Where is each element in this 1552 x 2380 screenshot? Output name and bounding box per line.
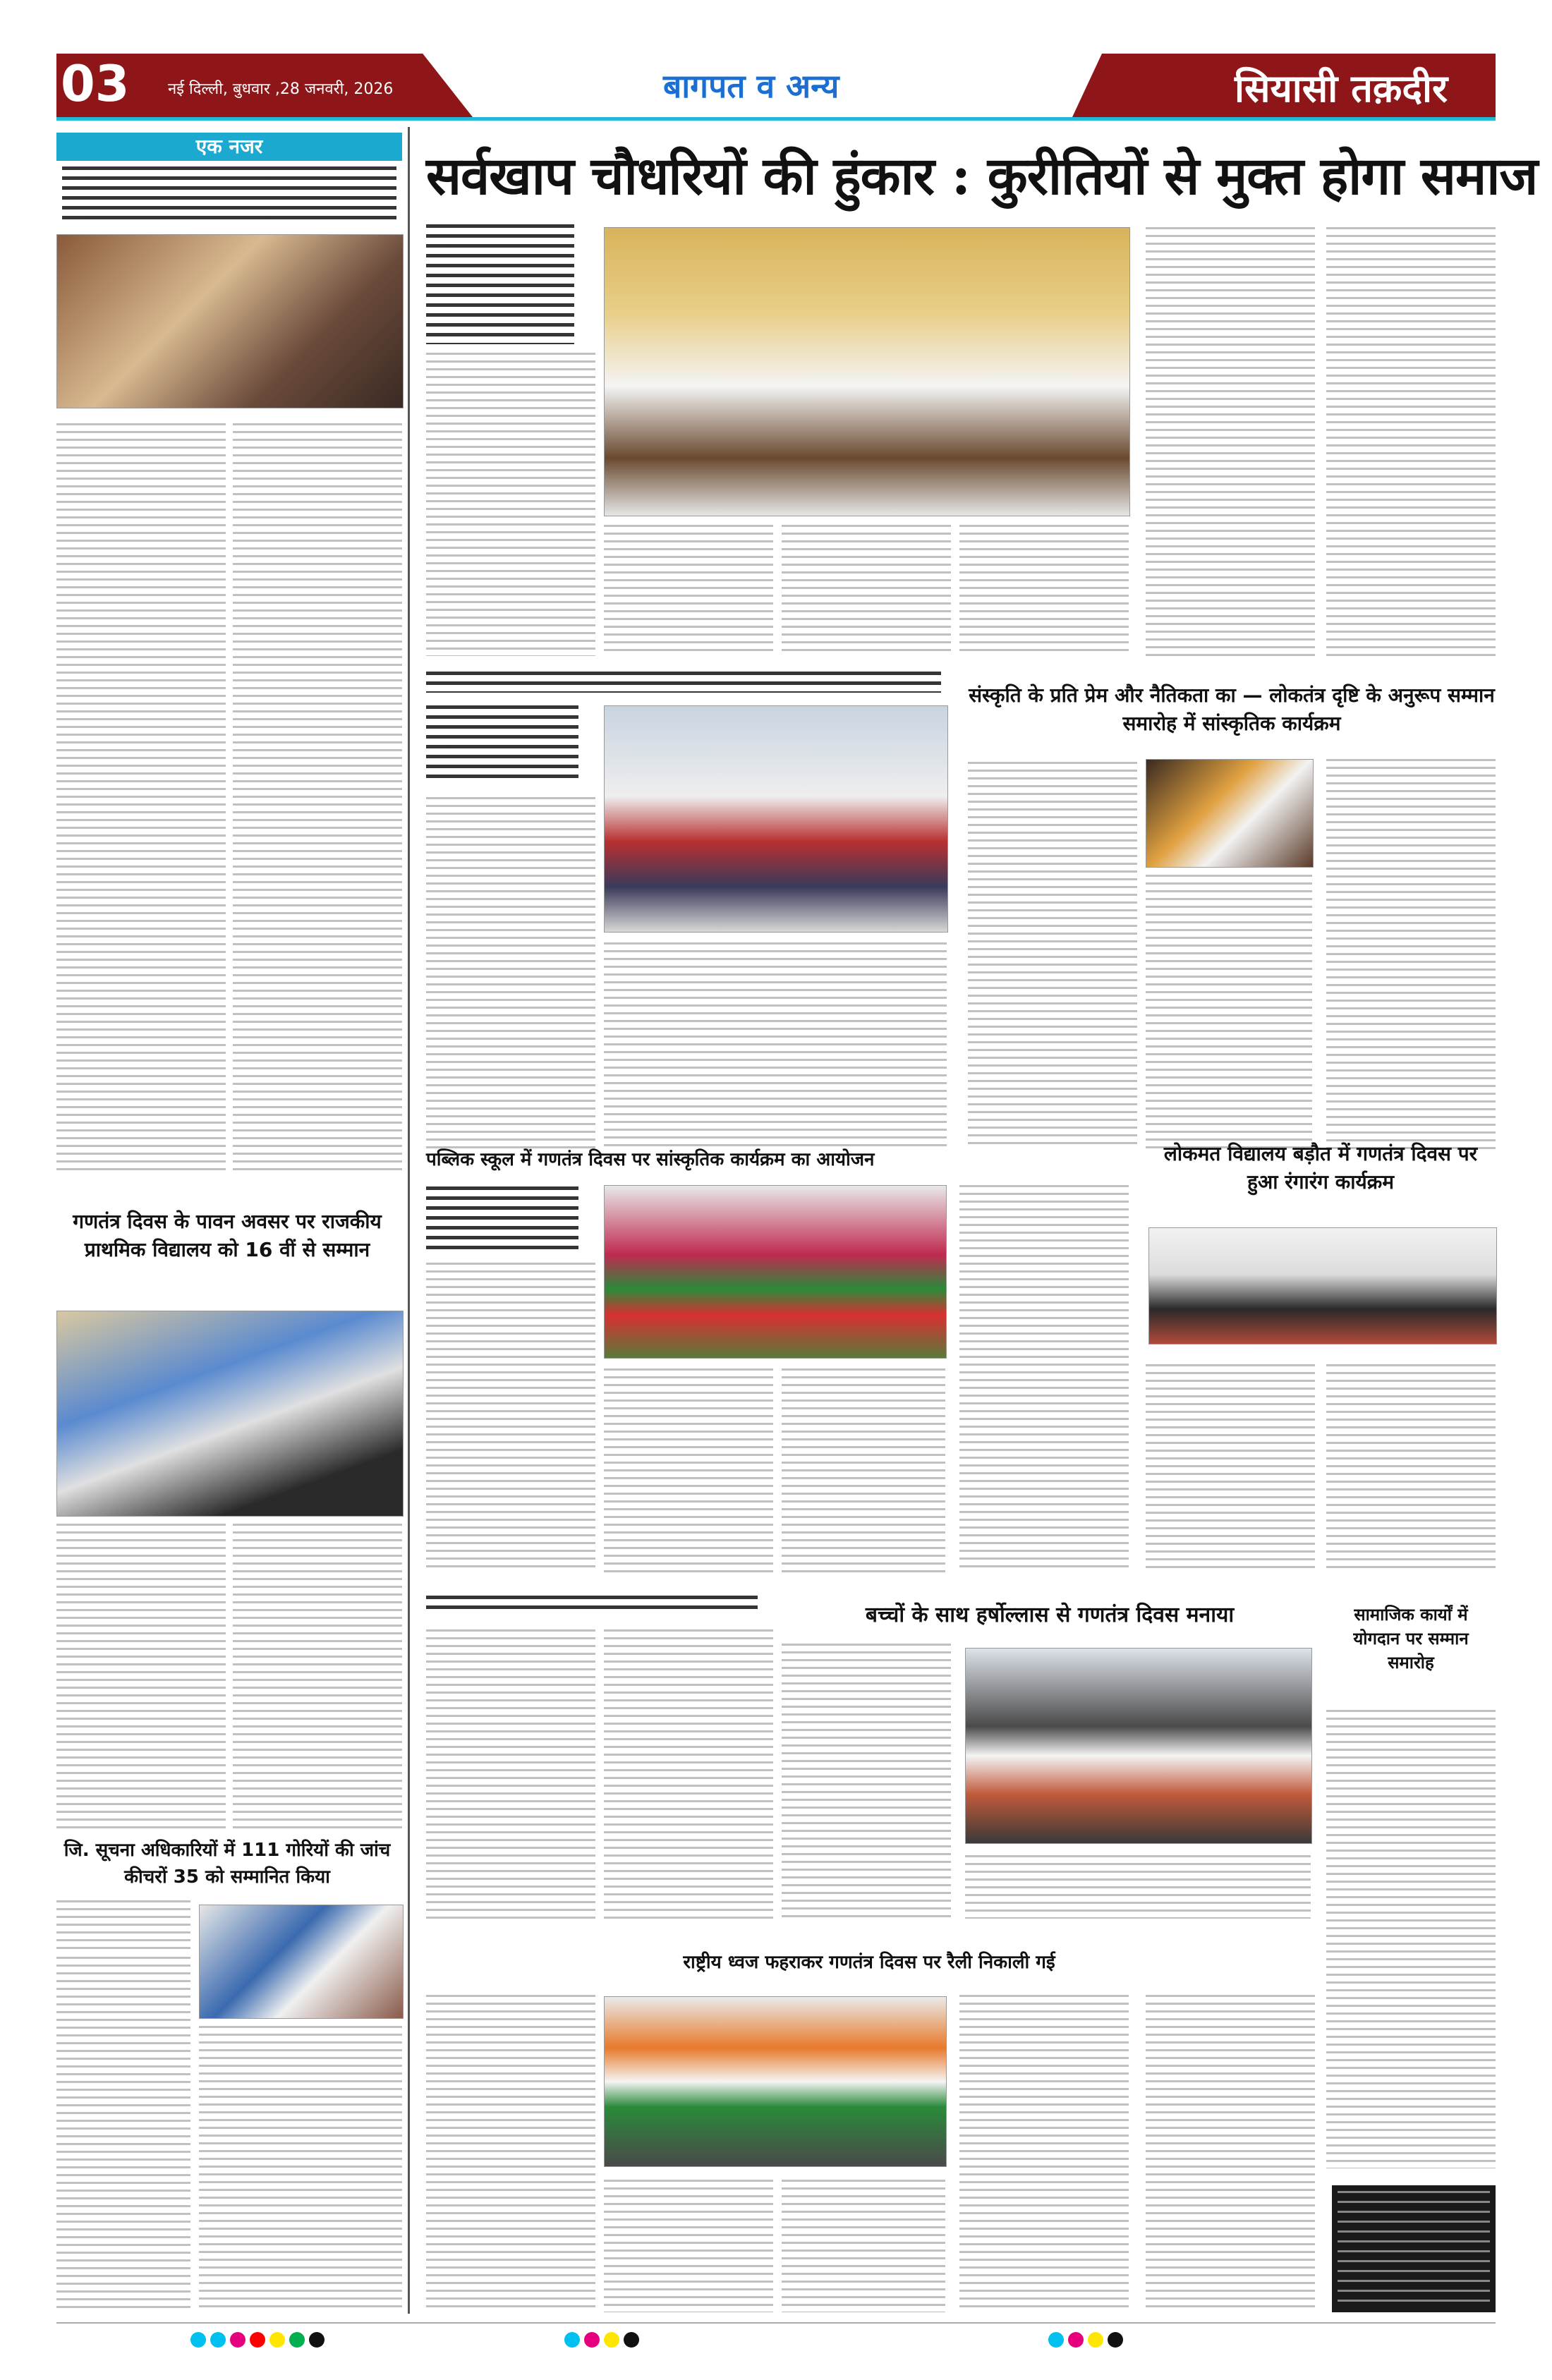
text-column: [1326, 227, 1496, 656]
text-column: [959, 525, 1129, 656]
story-headline: सामाजिक कार्यों में योगदान पर सम्मान समारोह: [1353, 1605, 1469, 1672]
registration-dot: [1068, 2332, 1084, 2348]
lead-headline: सर्वखाप चौधरियों की हुंकार : कुरीतियों से मुक्त होगा समाज: [426, 146, 1538, 207]
story-photo: [604, 705, 948, 933]
story-headline-bars: [426, 672, 941, 693]
text-column: [1326, 1710, 1496, 2168]
text-column: [233, 423, 402, 1171]
text-column: [56, 1957, 190, 2309]
text-column: [426, 1629, 595, 1919]
story-photo: [965, 1648, 1312, 1844]
registration-dot: [604, 2332, 619, 2348]
registration-dot: [230, 2332, 245, 2348]
text-column: [426, 1995, 595, 2312]
registration-dot: [564, 2332, 580, 2348]
story-photo: [604, 1996, 947, 2167]
text-column: [782, 1644, 951, 1919]
text-column: [1146, 227, 1315, 656]
registration-dot: [309, 2332, 325, 2348]
header-rule: [56, 117, 1496, 121]
newspaper-brand: सियासी तक़दीर: [1235, 66, 1448, 111]
story-headline: संस्कृति के प्रति प्रेम और नैतिकता का — लोकतंत्र दृष्टि के अनुरूप सम्मान समारोह में सांस्कृतिक कार्यक्रम: [969, 684, 1495, 735]
text-column: [782, 525, 951, 656]
story-headline-bars: [62, 166, 396, 223]
registration-dot: [1088, 2332, 1103, 2348]
text-column: [604, 2180, 773, 2312]
text-column: [1326, 759, 1496, 1150]
text-column: [56, 1900, 190, 1950]
text-column: [604, 1368, 773, 1573]
story-headline: बच्चों के साथ हर्षोल्लास से गणतंत्र दिवस मनाया: [865, 1603, 1235, 1627]
dateline: नई दिल्ली, बुधवार ,28 जनवरी, 2026: [168, 80, 394, 98]
text-column: [604, 525, 773, 656]
text-column: [56, 423, 226, 1171]
story-subheadline-bars: [426, 1186, 578, 1250]
text-column: [56, 1524, 226, 1834]
story-headline: लोकमत विद्यालय बड़ौत में गणतंत्र दिवस पर हुआ रंगारंग कार्यक्रम: [1163, 1142, 1478, 1194]
registration-dot: [1048, 2332, 1064, 2348]
text-column: [782, 1368, 945, 1573]
story-photo: [199, 1905, 404, 2019]
text-column: [233, 1524, 402, 1834]
page-number: 03: [61, 55, 130, 113]
story-headline: राष्ट्रीय ध्वज फहराकर गणतंत्र दिवस पर रैली निकाली गई: [683, 1952, 1055, 1973]
story-photo: [56, 234, 404, 408]
story-photo: [1148, 1227, 1497, 1344]
story-headline-bars: [426, 1596, 758, 1615]
text-column: [1146, 875, 1312, 1150]
registration-dot: [624, 2332, 639, 2348]
footer-rule: [56, 2322, 1496, 2324]
text-column: [782, 2180, 945, 2312]
text-column: [959, 1185, 1129, 1573]
text-column: [426, 797, 595, 1150]
text-column: [965, 1855, 1311, 1919]
advertisement-text: [1338, 2191, 1490, 2307]
text-column: [604, 1629, 773, 1919]
story-headline: पब्लिक स्कूल में गणतंत्र दिवस पर सांस्कृतिक कार्यक्रम का आयोजन: [426, 1149, 875, 1170]
registration-dot: [289, 2332, 305, 2348]
registration-dot: [210, 2332, 226, 2348]
story-subheadline-bars: [426, 705, 578, 783]
text-column: [199, 2026, 402, 2308]
registration-dot: [1108, 2332, 1123, 2348]
lead-photo: [604, 227, 1130, 516]
lead-subheadline-bars: [426, 224, 574, 344]
story-headline: जि. सूचना अधिकारियों में 111 गोरियों की जांच कीचरों 35 को सम्मानित किया: [63, 1840, 391, 1888]
text-column: [1146, 1364, 1315, 1573]
registration-dot: [250, 2332, 265, 2348]
text-column: [426, 1263, 595, 1573]
text-column: [959, 1995, 1129, 2312]
registration-dot: [584, 2332, 600, 2348]
registration-dot: [190, 2332, 206, 2348]
text-column: [426, 353, 595, 656]
text-column: [604, 942, 947, 1150]
column-rule: [408, 127, 410, 2314]
story-photo: [604, 1185, 947, 1359]
text-column: [1146, 1995, 1315, 2312]
text-column: [968, 762, 1137, 1150]
section-title: बागपत व अन्य: [663, 67, 839, 105]
registration-dot: [269, 2332, 285, 2348]
text-column: [1326, 1364, 1496, 1573]
story-headline: गणतंत्र दिवस के पावन अवसर पर राजकीय प्राथमिक विद्यालय को 16 वीं से सम्मान: [73, 1210, 382, 1261]
ek-nazar-label: एक नजर: [56, 133, 402, 161]
story-photo: [1146, 759, 1314, 868]
story-photo: [56, 1311, 404, 1517]
